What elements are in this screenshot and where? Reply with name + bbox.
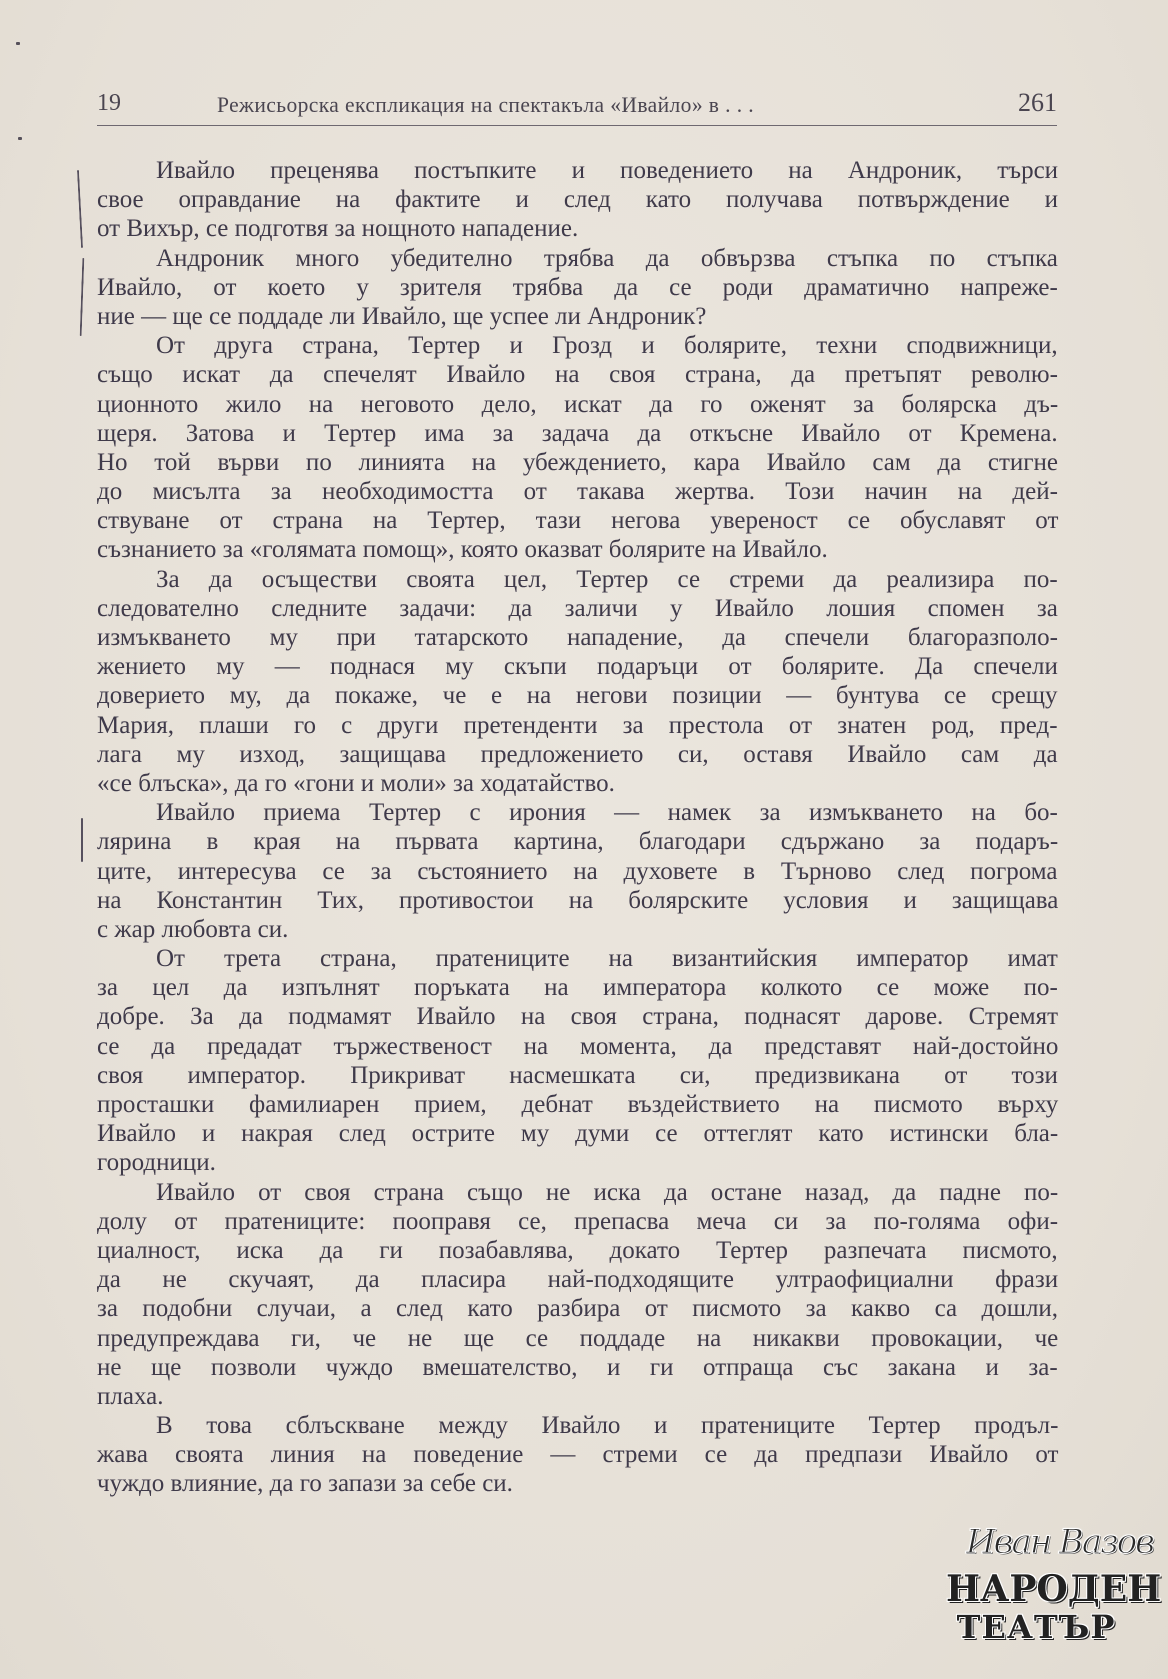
logo-signature: Иван Вазов xyxy=(966,1522,1153,1562)
paragraph xyxy=(97,331,1058,565)
text-line: За да осъществи своята цел, Тертер се стреми да реализира по- xyxy=(156,565,1058,593)
text-line: долу от пратениците: пооправя се, препасва меча си за по-голяма офи- xyxy=(97,1207,1059,1235)
text-line: ците, интересува се за състоянието на духовете в Търново след погрома xyxy=(97,857,1058,885)
text-line: лага му изход, защищава предложението си, оставя Ивайло сам да xyxy=(97,740,1058,768)
header-rule xyxy=(97,125,1057,126)
text-line: измъкването му при татарското нападение, да спечели благоразполо- xyxy=(97,624,1058,651)
text-line: От трета страна, пратениците на византийския император имат xyxy=(156,945,1058,973)
text-line: доверието му, да покаже, че е на негови позиции — бунтува се срещу xyxy=(97,682,1058,710)
pencil-speck xyxy=(18,137,22,140)
pencil-bracket-mark xyxy=(77,170,83,248)
paragraph xyxy=(97,565,1058,799)
text-line: с жар любовта си. xyxy=(97,915,289,943)
logo-line-1: НАРОДЕН xyxy=(946,1568,1162,1610)
text-line: Ивайло от своя страна също не иска да остане назад, да падне по- xyxy=(156,1178,1059,1206)
text-line: съзнанието за «голямата помощ», която оказват болярите на Ивайло. xyxy=(97,536,828,564)
text-line: В това сблъскване между Ивайло и пратениците Тертер продъл- xyxy=(156,1412,1059,1440)
text-line: Ивайло и накрая след острите му думи се оттеглят като истински бла- xyxy=(97,1120,1059,1148)
text-line: Ивайло приема Тертер с ирония — намек за измъкването на бо- xyxy=(156,799,1058,827)
text-line: се да предадат тържественост на момента, да представят най-достойно xyxy=(97,1032,1059,1060)
text-line: жава своята линия на поведение — стреми се да предпази Ивайло от xyxy=(97,1441,1059,1469)
running-header xyxy=(97,84,1057,124)
pencil-speck xyxy=(16,42,20,45)
text-line: Андроник много убедително трябва да обвързва стъпка по стъпка xyxy=(156,244,1058,272)
text-line: ние — ще се поддаде ли Ивайло, ще успее ли Андроник? xyxy=(97,302,707,330)
text-line: също искат да спечелят Ивайло на своя страна, да претъпят револю- xyxy=(97,361,1058,389)
text-line: Но той върви по линията на убеждението, кара Ивайло сам да стигне xyxy=(97,448,1059,476)
national-theatre-logo xyxy=(946,1522,1162,1647)
paragraph xyxy=(97,244,1058,332)
text-line: на Константин Тих, противостои на болярските условия и защищава xyxy=(97,886,1059,914)
text-line: за цел да изпълнят поръката на императора колкото се може по- xyxy=(97,974,1058,1002)
paragraph xyxy=(97,1178,1058,1412)
text-line: Ивайло, от което у зрителя трябва да се роди драматично напреже- xyxy=(97,273,1058,301)
text-line: плаха. xyxy=(97,1382,164,1410)
logo-line-2: ТЕАТЪР xyxy=(956,1608,1116,1646)
text-line: Мария, плаши го с други претенденти за престола от знатен род, пред- xyxy=(97,711,1058,739)
text-line: От друга страна, Тертер и Грозд и болярите, техни сподвижници, xyxy=(156,332,1058,360)
pencil-bracket-mark xyxy=(81,818,83,862)
text-line: ционното жило на неговото дело, искат да го оженят за болярска дъ- xyxy=(97,390,1059,418)
text-line: свое оправдание на фактите и след като получава потвърждение и xyxy=(97,186,1059,214)
paragraph xyxy=(97,944,1058,1178)
text-line: от Вихър, се подготвя за нощното нападение. xyxy=(97,215,579,243)
text-line: не ще позволи чуждо вмешателство, и ги отпраща със закана и за- xyxy=(97,1353,1058,1381)
text-line: следователно следните задачи: да заличи у Ивайло лошия спомен за xyxy=(97,594,1058,622)
text-line: своя император. Прикриват насмешката си, предизвикана от този xyxy=(97,1061,1058,1089)
pencil-bracket-mark xyxy=(80,258,85,336)
text-line: городници. xyxy=(97,1149,216,1177)
text-line: «се блъска», да го «гони и моли» за ходатайство. xyxy=(97,769,615,797)
chapter-number: 19 xyxy=(97,90,121,116)
text-line: добре. За да подмамят Ивайло на своя страна, поднасят дарове. Стремят xyxy=(97,1003,1059,1031)
text-line: да не скучаят, да пласира най-подходящите ултраофициални фрази xyxy=(97,1266,1059,1294)
paragraph xyxy=(97,798,1058,944)
text-line: чуждо влияние, да го запази за себе си. xyxy=(97,1470,513,1498)
page-number: 261 xyxy=(1018,88,1057,117)
text-line: за подобни случаи, а след като разбира от писмото за какво са дошли, xyxy=(97,1295,1059,1323)
text-line: Ивайло преценява постъпките и поведението на Андроник, търси xyxy=(156,157,1059,184)
text-line: щеря. Затова и Тертер има за задача да откъсне Ивайло от Кремена. xyxy=(97,419,1058,447)
text-line: просташки фамилиарен прием, дебнат въздействието на писмото върху xyxy=(97,1091,1059,1118)
body-text xyxy=(97,156,1058,1499)
running-title: Режисьорска експликация на спектакъла «Ивайло» в . . . xyxy=(217,92,755,117)
paragraph xyxy=(97,156,1058,244)
text-line: лярина в края на първата картина, благодари сдържано за подаръ- xyxy=(97,828,1059,856)
text-line: циалност, иска да ги позабавлява, докато Тертер разпечата писмото, xyxy=(97,1236,1058,1264)
text-line: предупреждава ги, че не ще се поддаде на никакви провокации, че xyxy=(97,1324,1059,1352)
text-line: ствуване от страна на Тертер, тази негова увереност се обуславят от xyxy=(97,507,1059,535)
paragraph xyxy=(97,1411,1058,1499)
text-line: до мисълта за необходимостта от такава жертва. Този начин на дей- xyxy=(97,478,1058,506)
text-line: жението му — поднася му скъпи подаръци от болярите. Да спечели xyxy=(97,653,1058,681)
